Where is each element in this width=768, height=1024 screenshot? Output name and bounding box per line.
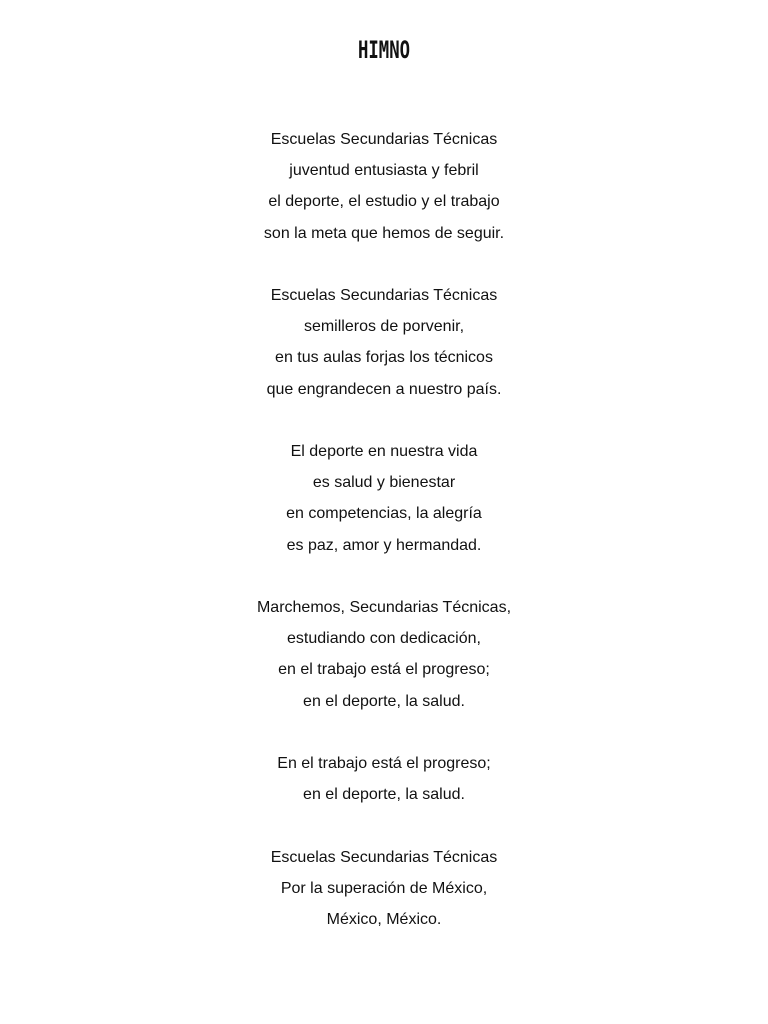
lyric-line: en tus aulas forjas los técnicos — [275, 349, 493, 367]
lyric-line: es salud y bienestar — [312, 474, 456, 492]
lyric-line: En el trabajo está el progreso; — [277, 755, 491, 772]
lyric-line: Por la superación de México, — [280, 879, 488, 897]
lyric-line: El deporte en nuestra vida — [290, 443, 478, 460]
lyric-line: juventud entusiasta y febril — [289, 162, 479, 180]
stanza-3 — [0, 436, 768, 561]
lyric-line: el deporte, el estudio y el trabajo — [268, 193, 500, 211]
hymn-lyrics — [0, 124, 768, 966]
lyric-line: estudiando con dedicación, — [287, 630, 481, 648]
lyric-line: Escuelas Secundarias Técnicas — [270, 287, 498, 304]
page-title: HIMNO — [357, 36, 411, 64]
stanza-5 — [0, 748, 768, 810]
lyric-line: en el deporte, la salud. — [303, 692, 465, 710]
lyric-line: Marchemos, Secundarias Técnicas, — [256, 599, 512, 616]
lyric-line: Escuelas Secundarias Técnicas — [270, 131, 498, 148]
lyric-line: que engrandecen a nuestro país. — [266, 380, 502, 398]
lyric-line: son la meta que hemos de seguir. — [263, 224, 505, 242]
lyric-line: semilleros de porvenir, — [303, 318, 465, 336]
lyric-line: México, México. — [326, 911, 442, 928]
stanza-6 — [0, 842, 768, 936]
lyric-line: en competencias, la alegría — [286, 505, 482, 523]
stanza-4 — [0, 592, 768, 717]
lyric-line: en el deporte, la salud. — [303, 786, 465, 804]
lyric-line: en el trabajo está el progreso; — [278, 661, 490, 679]
lyric-line: es paz, amor y hermandad. — [286, 536, 482, 554]
stanza-2 — [0, 280, 768, 405]
lyric-line: Escuelas Secundarias Técnicas — [270, 848, 498, 866]
stanza-1 — [0, 124, 768, 249]
